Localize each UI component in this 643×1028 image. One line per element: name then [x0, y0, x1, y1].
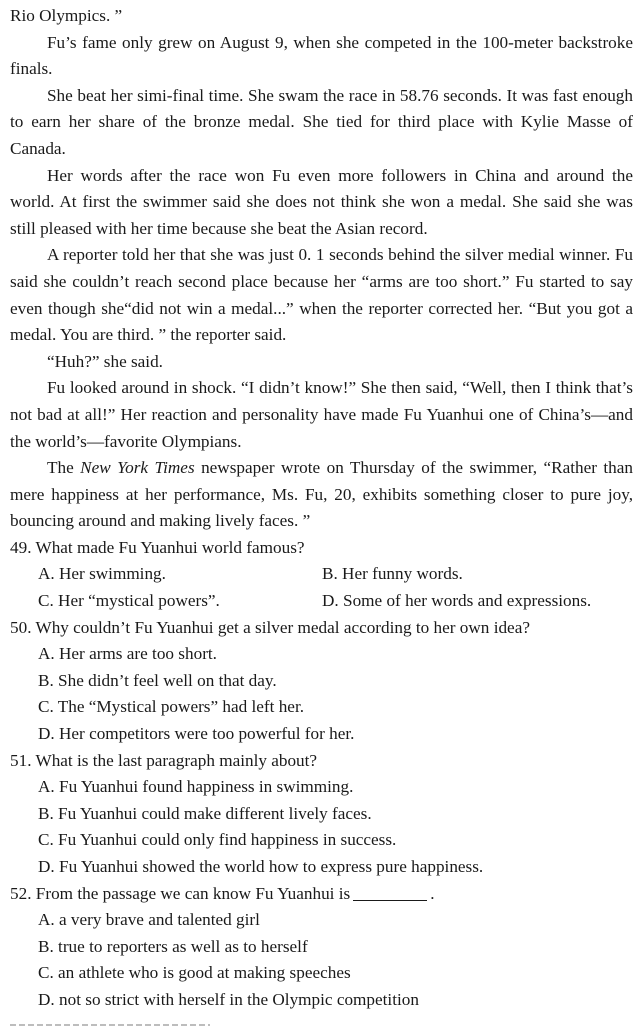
- option-50-d[interactable]: D. Her competitors were too powerful for her.: [38, 724, 355, 744]
- question-52-stem-text: 52. From the passage we can know Fu Yuanhui is: [10, 883, 351, 903]
- option-50-a[interactable]: A. Her arms are too short.: [38, 644, 217, 664]
- footer-cutoff-line: [10, 1022, 210, 1028]
- option-50-c[interactable]: C. The “Mystical powers” had left her.: [38, 697, 305, 717]
- paragraph-3: She beat her simi-final time. She swam the race in 58.76 seconds. It was fast enough to earn her share of the bronze medal. She tied for third place with Kylie Masse of Canada.: [10, 85, 633, 158]
- paragraph-6: “Huh?” she said.: [47, 351, 163, 371]
- option-50-b[interactable]: B. She didn’t feel well on that day.: [38, 670, 277, 690]
- question-49-options-row-2: [10, 588, 633, 615]
- option-52-b[interactable]: B. true to reporters as well as to herself: [38, 936, 308, 956]
- question-49: [10, 535, 633, 615]
- question-52: [10, 881, 633, 1014]
- paragraph-nyt: [10, 455, 633, 535]
- question-49-stem: 49. What made Fu Yuanhui world famous?: [10, 537, 305, 557]
- answer-blank[interactable]: [353, 882, 427, 901]
- nyt-text-before: The: [47, 458, 81, 478]
- question-50-stem: 50. Why couldn’t Fu Yuanhui get a silver medal according to her own idea?: [10, 617, 530, 637]
- paragraph-5: A reporter told her that she was just 0. 1 seconds behind the silver medial winner. Fu said she couldn’t reach second place because her “arms are too short.” Fu started to say even though she“did not win a medal...” when the reporter corrected her. “But you got a medal. You are third. ” the reporter said.: [10, 245, 633, 345]
- option-49-d[interactable]: D. Some of her words and expressions.: [322, 591, 592, 611]
- option-51-d[interactable]: D. Fu Yuanhui showed the world how to express pure happiness.: [38, 857, 484, 876]
- paragraph-2: Fu’s fame only grew on August 9, when she competed in the 100-meter backstroke finals.: [10, 32, 633, 79]
- question-52-stem: [10, 881, 633, 908]
- paragraph-4: Her words after the race won Fu even more followers in China and around the world. At first the swimmer said she does not think she won a medal. She said she was still pleased with her time because she beat the Asian record.: [10, 165, 633, 238]
- option-49-c[interactable]: C. Her “mystical powers”.: [38, 591, 220, 611]
- option-51-b[interactable]: B. Fu Yuanhui could make different lively faces.: [38, 803, 372, 823]
- passage: [10, 3, 633, 535]
- option-52-a[interactable]: A. a very brave and talented girl: [38, 910, 260, 930]
- question-51: [10, 748, 633, 881]
- option-51-a[interactable]: A. Fu Yuanhui found happiness in swimming.: [38, 777, 354, 797]
- paragraph-1: Rio Olympics. ”: [10, 6, 123, 25]
- question-50: [10, 615, 633, 748]
- option-52-d[interactable]: D. not so strict with herself in the Olympic competition: [38, 989, 419, 1009]
- paragraph-7: Fu looked around in shock. “I didn’t know!” She then said, “Well, then I think that’s not bad at all!” Her reaction and personality have made Fu Yuanhui one of China’s—and the world’s—favorite Olympians.: [10, 378, 633, 451]
- option-49-a[interactable]: A. Her swimming.: [38, 564, 166, 584]
- question-52-stem-end: .: [430, 883, 435, 903]
- option-51-c[interactable]: C. Fu Yuanhui could only find happiness in success.: [38, 830, 397, 850]
- question-49-options-row-1: [10, 561, 633, 588]
- question-51-stem: 51. What is the last paragraph mainly about?: [10, 750, 318, 770]
- option-52-c[interactable]: C. an athlete who is good at making speeches: [38, 963, 351, 983]
- nyt-title: New York Times: [80, 458, 195, 478]
- nyt-text-after: newspaper wrote on Thursday of the swimmer, “Rather than mere happiness at her performance, Ms. Fu, 20, exhibits something closer to pure joy, bouncing around and making lively faces. ”: [10, 458, 633, 531]
- option-49-b[interactable]: B. Her funny words.: [322, 564, 463, 584]
